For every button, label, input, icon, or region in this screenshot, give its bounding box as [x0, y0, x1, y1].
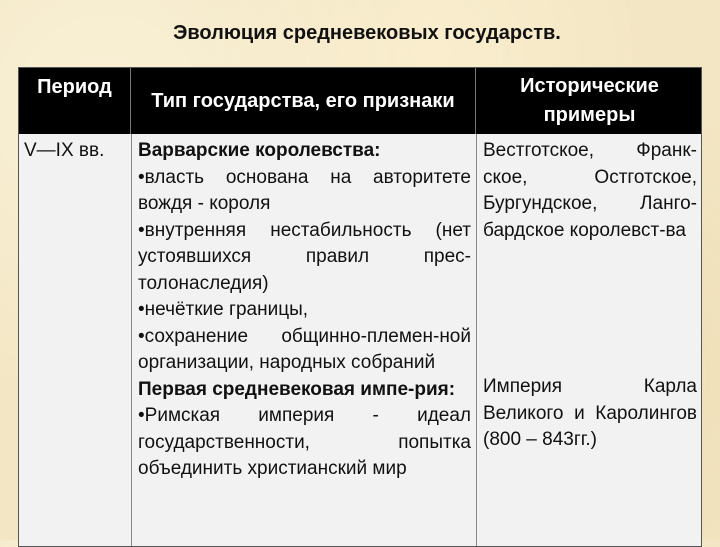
list-item: •сохранение общинно-племен-ной организации, народных собраний — [138, 325, 471, 373]
period-value: V—IX вв. — [24, 140, 105, 161]
period-cell — [19, 134, 131, 165]
section-title-barbarian: Варварские королевства: — [138, 140, 381, 161]
table-header — [19, 68, 701, 134]
example-barbarian-kingdoms: Вестготское, Франк-ское, Остготское, Бургундское, Ланго-бардское королевст-ва — [483, 140, 697, 241]
list-item: •Римская империя - идеал государственности, попытка объединить христианский мир — [138, 405, 471, 479]
header-period: Период — [19, 68, 131, 134]
list-item: •внутренняя нестабильность (нет устоявшихся правил прес-толонаследия) — [138, 219, 471, 294]
page-title: Эволюция средневековых государств. — [173, 22, 561, 44]
list-item: •власть основана на авторитете вождя - короля — [138, 166, 471, 214]
examples-cell — [476, 134, 702, 454]
list-item: •нечёткие границы, — [138, 299, 309, 320]
states-table — [18, 67, 702, 547]
example-carolingian-empire: Империя Карла Великого и Каролингов (800 – 843гг.) — [483, 376, 697, 450]
header-examples: Исторические примеры — [520, 75, 659, 126]
header-state-type: Тип государства, его признаки — [131, 68, 476, 134]
state-type-cell — [131, 134, 476, 483]
section-title-empire: Первая средневековая импе-рия: — [138, 378, 456, 400]
